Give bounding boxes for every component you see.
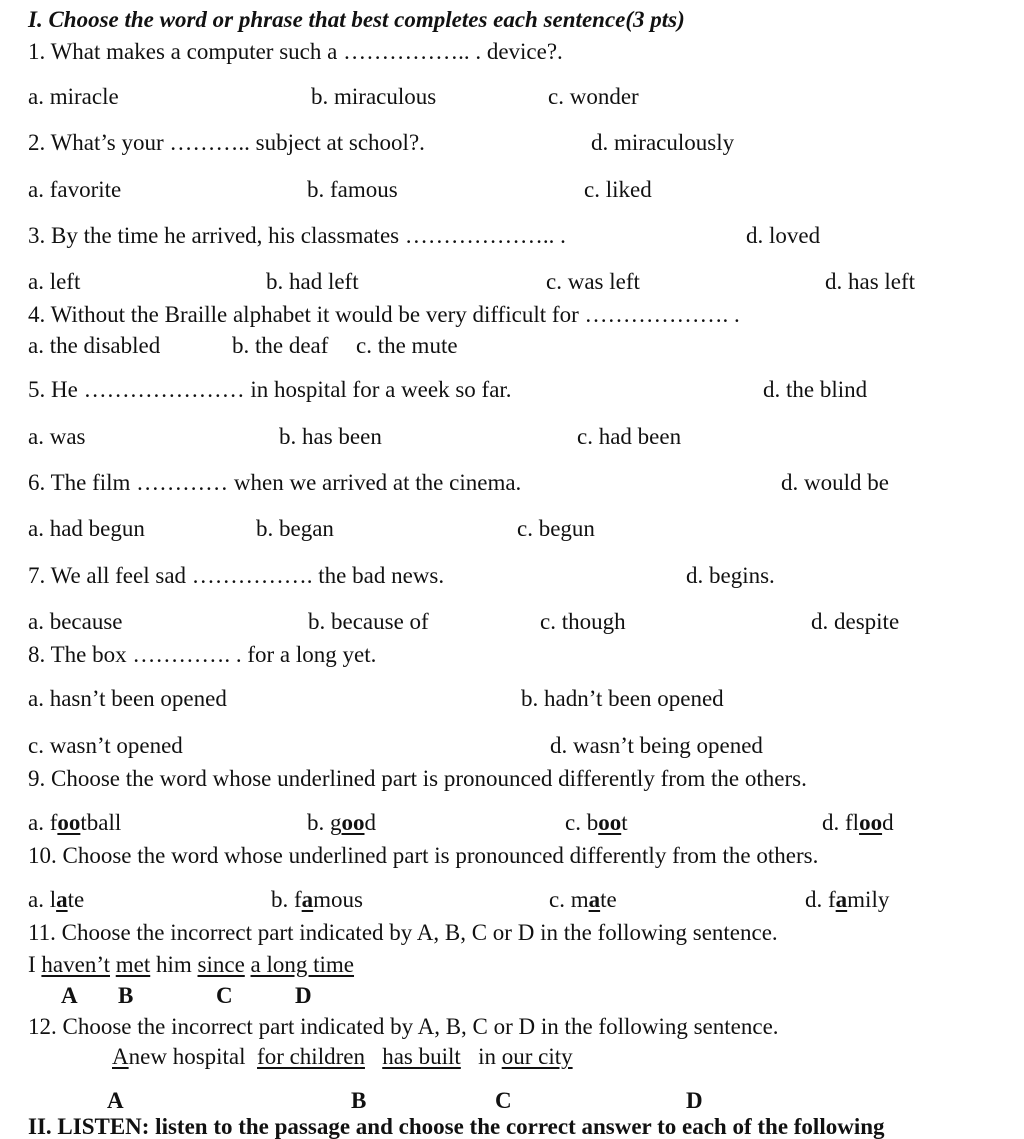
q6-option-b: b. began bbox=[256, 516, 334, 541]
q12-label-d: D bbox=[686, 1088, 703, 1113]
q2-option-a: a. favorite bbox=[28, 177, 122, 202]
q3-option-c: c. was left bbox=[546, 269, 640, 294]
q1-option-a: a. miracle bbox=[28, 84, 119, 109]
question-3-stem: 3. By the time he arrived, his classmates ……………….. . bbox=[28, 223, 566, 248]
q4-option-b: b. the deaf bbox=[232, 333, 329, 358]
q10-option-b: b. famous bbox=[271, 887, 364, 912]
q11-part-a: haven’t bbox=[41, 952, 110, 977]
q3-option-b: b. had left bbox=[266, 269, 359, 294]
q12-label-b: B bbox=[351, 1088, 367, 1113]
next-section-header-cutoff: II. LISTEN: listen to the passage and choose the correct answer to each of the following bbox=[28, 1114, 885, 1139]
q1-option-d: d. miraculously bbox=[591, 130, 735, 155]
question-2-stem: 2. What’s your ……….. subject at school?. bbox=[28, 130, 425, 155]
q9-option-a: a. football bbox=[28, 810, 122, 835]
question-6-stem: 6. The film ………… when we arrived at the cinema. bbox=[28, 470, 522, 495]
q9-option-b: b. good bbox=[307, 810, 376, 835]
q10-option-c: c. mate bbox=[549, 887, 617, 912]
q6-option-d: d. begins. bbox=[686, 563, 775, 588]
q11-part-d: a long time bbox=[250, 952, 355, 977]
q1-option-c: c. wonder bbox=[548, 84, 639, 109]
q8-option-d: d. wasn’t being opened bbox=[550, 733, 763, 758]
q12-label-a: A bbox=[107, 1088, 124, 1113]
q12-part-c: has built bbox=[382, 1044, 461, 1069]
q7-option-c: c. though bbox=[540, 609, 626, 634]
q12-part-a: A bbox=[112, 1044, 129, 1069]
q2-option-c: c. liked bbox=[584, 177, 652, 202]
q5-option-d: d. would be bbox=[781, 470, 889, 495]
section-header: I. Choose the word or phrase that best completes each sentence(3 pts) bbox=[28, 7, 685, 32]
q3-option-a: a. left bbox=[28, 269, 81, 294]
q12-label-c: C bbox=[495, 1088, 512, 1113]
q11-part-b: met bbox=[115, 952, 151, 977]
q1-option-b: b. miraculous bbox=[311, 84, 437, 109]
question-1-stem: 1. What makes a computer such a …………….. . device?. bbox=[28, 39, 563, 64]
q9-option-d: d. flood bbox=[822, 810, 894, 835]
q12-sentence: Anew hospital for children has built in our city bbox=[112, 1044, 573, 1069]
q11-label-b: B bbox=[118, 983, 134, 1008]
question-7-stem: 7. We all feel sad ……………. the bad news. bbox=[28, 563, 445, 588]
q11-label-a: A bbox=[61, 983, 78, 1008]
q10-option-d: d. family bbox=[805, 887, 890, 912]
q4-option-c: c. the mute bbox=[356, 333, 458, 358]
q9-option-c: c. boot bbox=[565, 810, 628, 835]
q11-label-d: D bbox=[295, 983, 312, 1008]
question-10-stem: 10. Choose the word whose underlined part is pronounced differently from the others. bbox=[28, 843, 819, 868]
q2-option-b: b. famous bbox=[307, 177, 398, 202]
q11-part-c: since bbox=[197, 952, 245, 977]
q5-option-b: b. has been bbox=[279, 424, 382, 449]
q3-option-d: d. has left bbox=[825, 269, 916, 294]
q7-option-b: b. because of bbox=[308, 609, 429, 634]
q6-option-a: a. had begun bbox=[28, 516, 145, 541]
q6-option-c: c. begun bbox=[517, 516, 595, 541]
q8-option-a: a. hasn’t been opened bbox=[28, 686, 227, 711]
question-8-stem: 8. The box …………. . for a long yet. bbox=[28, 642, 377, 667]
q7-option-a: a. because bbox=[28, 609, 123, 634]
q5-option-c: c. had been bbox=[577, 424, 682, 449]
q10-option-a: a. late bbox=[28, 887, 85, 912]
question-12-stem: 12. Choose the incorrect part indicated by A, B, C or D in the following sentence. bbox=[28, 1014, 779, 1039]
q8-option-c: c. wasn’t opened bbox=[28, 733, 183, 758]
q7-option-d: d. despite bbox=[811, 609, 900, 634]
q8-option-b: b. hadn’t been opened bbox=[521, 686, 724, 711]
q12-part-d: our city bbox=[501, 1044, 573, 1069]
q2-option-d: d. loved bbox=[746, 223, 821, 248]
q11-sentence: I haven’t met him since a long time bbox=[28, 952, 355, 977]
question-11-stem: 11. Choose the incorrect part indicated by A, B, C or D in the following sentence. bbox=[28, 920, 778, 945]
question-4-stem: 4. Without the Braille alphabet it would be very difficult for ………………. . bbox=[28, 302, 740, 327]
q11-label-c: C bbox=[216, 983, 233, 1008]
q4-option-a: a. the disabled bbox=[28, 333, 161, 358]
q4-option-d: d. the blind bbox=[763, 377, 868, 402]
question-9-stem: 9. Choose the word whose underlined part is pronounced differently from the others. bbox=[28, 766, 807, 791]
question-5-stem: 5. He ………………… in hospital for a week so far. bbox=[28, 377, 512, 402]
q12-part-b: for children bbox=[257, 1044, 365, 1069]
q5-option-a: a. was bbox=[28, 424, 86, 449]
